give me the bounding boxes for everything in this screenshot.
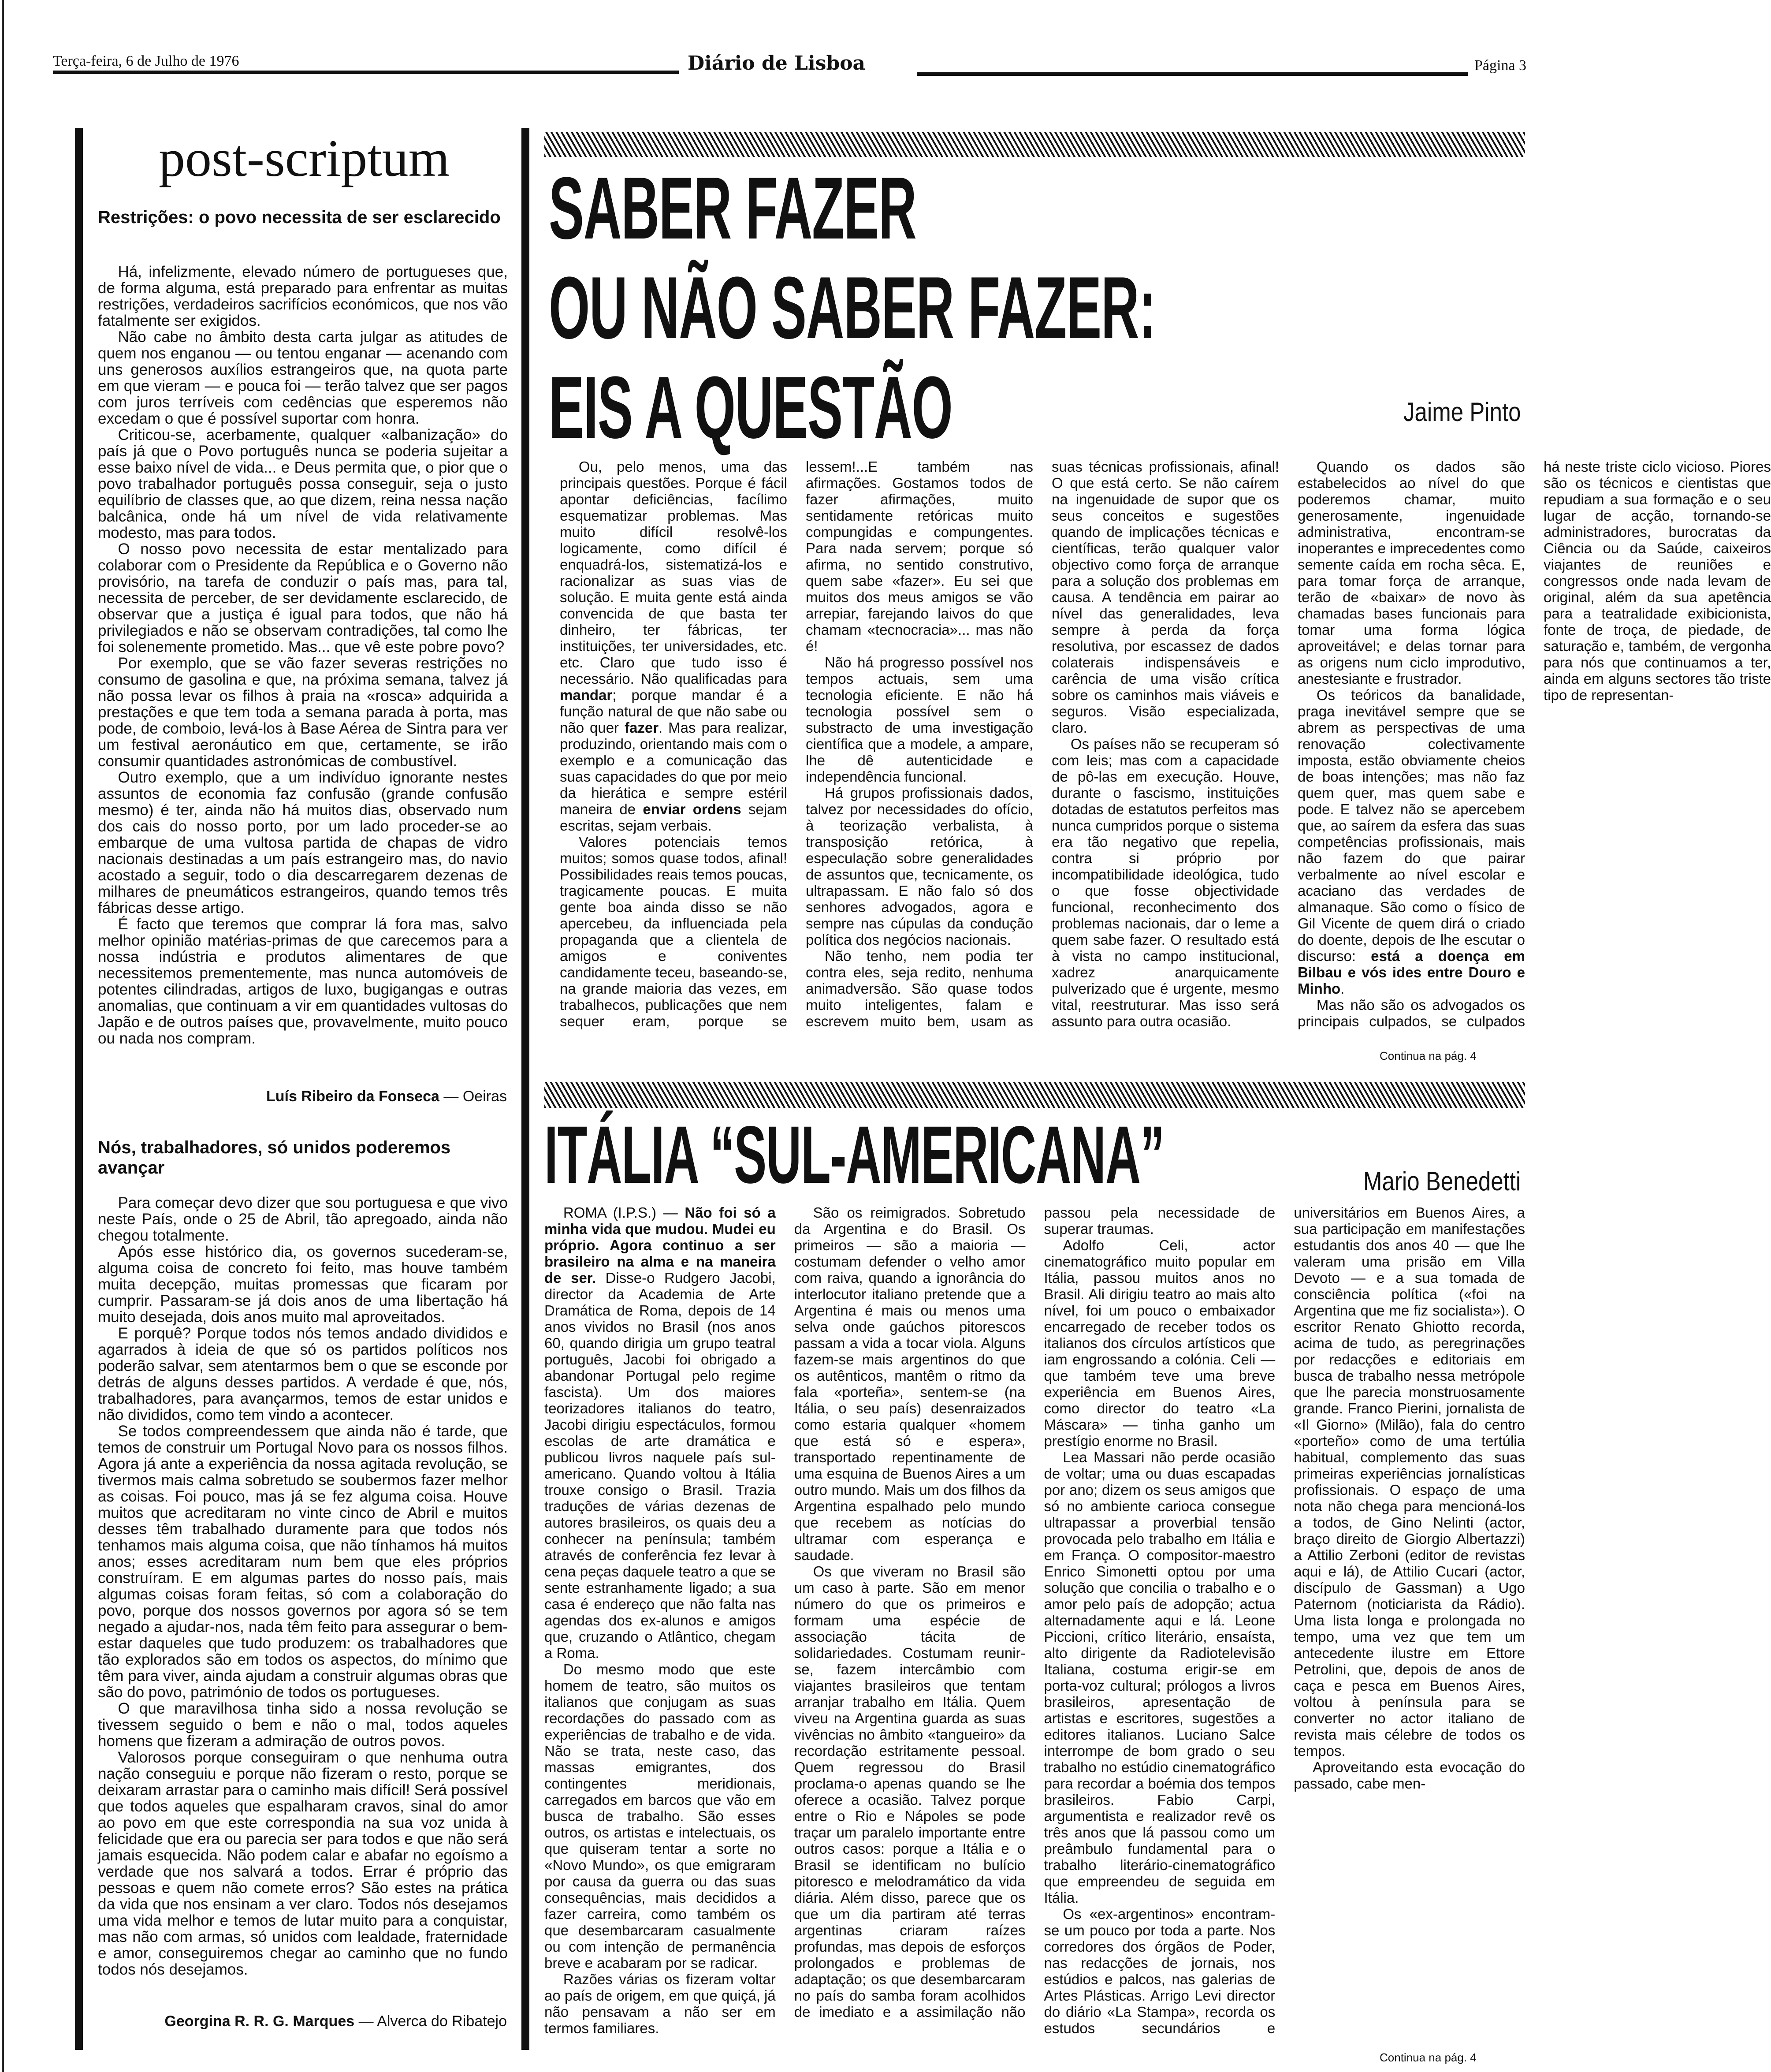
paragraph — [1298, 687, 1525, 997]
paragraph — [544, 1204, 776, 1661]
issue-date: Terça-feira, 6 de Julho de 1976 — [53, 53, 239, 69]
paragraph: Se todos compreendessem que ainda não é tarde, que temos de construir um Portugal Novo para os nossos filhos. Agora já ante a experiência da nossa agitada revolução, se tivermos mais calma sobretudo se soubermos fazer melhor as coisas. Foi pouco, mas já se fez alguma coisa. Houve muitos que acreditaram no vinte cinco de Abril e muitos desses têm trabalhado duramente para que todos nós tenhamos mais alguma coisa, que não tínhamos há muitos anos; esses acreditaram num bem que eles próprios construíram. E em algumas partes do nosso país, mais algumas coisas foram feitas, só com a colaboração do povo, porque dos nossos governos por agora só se tem negado a ajudar-nos, nada têm feito para assegurar o bem-estar daqueles que tudo produzem: os trabalhadores que tão explorados são em todos os aspectos, do mínimo que têm para viver, ainda ajudam a construir algumas obras que são do povo, património de todos os portugueses. — [98, 1423, 508, 1701]
letter-heading: Nós, trabalhadores, só unidos poderemos avançar — [98, 1138, 451, 1178]
bold-text: mandar — [560, 687, 613, 703]
paragraph: Os países não se recuperam só com leis; mas com a capacidade de pô-las em execução. Houve, durante o fascismo, instituições dotadas de estatutos perfeitos mas nunca cumpridos porque o sistema era tão negativo que repelia, contra si próprio por incompatibilidade ideológica, tudo o que fosse objectividade funcional, reconhecimento dos problemas nacionais, dar o leme a quem sabe fazer. O resultado está à vista no campo institucional, xadrez anarquicamente pulverizado que é urgente, mesmo vital, reestruturar. Mas isso será assunto para outra ocasião. — [1052, 736, 1279, 1029]
text-segment: . Mas para realizar, produzindo, orientando mais com o exemplo e a comunicação das suas capacidades do que por meio da hierática e sempre estéril maneira de — [560, 719, 787, 817]
header-rule-right — [917, 72, 1468, 76]
paragraph: O que maravilhosa tinha sido a nossa revolução se tivessem seguido o bem e não o mal, todos aqueles homens que fizeram a admiração de outros povos. — [98, 1700, 508, 1750]
paragraph — [560, 458, 787, 834]
paragraph: É facto que teremos que comprar lá fora mas, salvo melhor opinião matérias-primas de que carecemos para a nossa indústria e produtos alimentares de que necessitemos prementemente, mas nunca automóveis de potentes cilindradas, artigos de luxo, bugigangas e outras anomalias, que continuam a vir em quantidades vultosas do Japão e de outros países que, provavelmente, muito pouco ou nada nos compram. — [98, 916, 508, 1047]
bold-text: enviar ordens — [643, 801, 741, 817]
letter-place: — Alverca do Ribatejo — [358, 2013, 507, 2030]
paragraph: Há, infelizmente, elevado número de portugueses que, de forma alguma, está preparado para enfrentar as muitas restrições, verdadeiros sacrifícios económicos, que nos vão fatalmente ser exigidos. — [98, 263, 508, 329]
continued-link[interactable]: Continua na pág. 4 — [1380, 1049, 1477, 1062]
paragraph: Aproveitando esta evocação do passado, cabe men- — [1294, 1759, 1525, 1792]
paragraph: Quando os dados são estabelecidos ao nível do que poderemos chamar, muito generosamente, ingenuidade administrativa, encontram-se inoperantes e imprecedentes como semente caída em rocha sêca. E, para tomar força de arranque, terão de «baixar» de novo às chamadas bases funcionais para tomar uma forma lógica aproveitável; e delas tornar para as origens num ciclo improdutivo, anestesiante e frustrador. — [1298, 458, 1525, 687]
paragraph: Razões várias os fizeram voltar ao país de origem, em que quiçá, já não pensavam a não ser em termos familiares. — [544, 1971, 776, 2036]
paragraph: O nosso povo necessita de estar mentalizado para colaborar com o Presidente da República e o Governo não provisório, na tarefa de conduzir o país mas, para tal, necessita de perceber, de ser devidamente esclarecido, de observar que a justiça é igual para todos, que não há privilegiados e não se observam contradições, tal como lhe foi solenemente prometido. Mas... que vê este pobre povo? — [98, 540, 508, 656]
paragraph: Do mesmo modo que este homem de teatro, são muitos os italianos que conjugam as suas recordações do passado com as experiências de trabalho e de vida. Não se trata, neste caso, das massas emigrantes, dos contingentes meridionais, carregados em barcos que vão em busca de trabalho. São esses outros, os artistas e intelectuais, os que quiseram tentar a sorte no «Novo Mundo», os que emigraram por causa da guerra ou das suas consequências, mais decididos a fazer carreira, como também os que desembarcaram casualmente ou com intenção de permanência breve e acabaram por se radicar. — [544, 1661, 776, 1971]
paragraph: Há grupos profissionais dados, talvez por necessidades do ofício, à teorização verbalista, à transposição retórica, à especulação sobre generalidades de assuntos que, tecnicamente, os ultrapassam. E não falo só dos senhores advogados, agora e sempre nas cúpulas da condução política dos negócios nacionais. — [806, 785, 1033, 948]
continued-link[interactable]: Continua na pág. 4 — [1380, 2051, 1477, 2064]
masthead: Diário de Lisboa — [688, 52, 866, 75]
column-border-right — [521, 128, 529, 2050]
text-segment: . — [1340, 980, 1345, 997]
column-border-left — [75, 128, 83, 2050]
paragraph: Valorosos porque conseguiram o que nenhuma outra nação conseguiu e porque não fizeram o resto, porque se deixaram arrastar para o caminho mais difícil! Será possível que todos aqueles que espalharam cravos, sinal do amor ao povo em que este correspondia na sua voz unida à felicidade que era ou parecia ser para todos e que não será jamais esquecida. Não podem calar e abafar no egoísmo a verdade que nos salvará a todos. Errar é próprio das pessoas e quem não comete erros? São estes na prática da vida que nos ensinam a ver claro. Todos nós desejamos uma vida melhor e temos de lutar muito para a conquistar, mas não com armas, só unidos com lealdade, fraternidade e amor, conseguiremos chegar ao caminho que no fundo todos nós desejamos. — [98, 1749, 508, 1978]
letter-body — [98, 264, 508, 1081]
article-body — [560, 458, 1771, 1043]
paragraph: Outro exemplo, que a um indivíduo ignorante nestes assuntos de economia faz confusão (grande confusão mesmo) é ter, ainda não há muitos dias, observado num dos cais do nosso porto, por um lado proceder-se ao embarque de uma vultosa partida de chapas de vidro nacionais destinadas a um país estrangeiro mas, do navio acostado a seguir, todo o dia descarregarem dezenas de milhares de pneumáticos estrangeiros, quando temos três fábricas desse artigo. — [98, 769, 508, 917]
text-segment: ROMA (I.P.S.) — — [563, 1204, 685, 1221]
letter-body — [98, 1195, 508, 2001]
article-headline: ITÁLIA “SUL-AMERICANA” — [544, 1110, 1165, 1200]
paragraph: Os «ex-argentinos» encontram-se um pouco por toda a parte. Nos corredores dos órgãos de Poder, nas redacções de jornais, nos estúdios e palcos, nas galerias de Artes Plásticas. Arrigo Levi director do diário «La Stampa», recorda os estudos secundários e universitários em Buenos Aires, a sua participação em manifestações estudantis dos anos 40 — que lhe valeram uma prisão em Villa Devoto — e a sua tomada de consciência política («foi na Argentina que me fiz socialista»). O escritor Renato Ghiotto recorda, acima de tudo, as peregrinações por redacções e editoriais em busca de trabalho nessa metrópole que lhe parecia monstruosamente grande. Franco Pierini, jornalista de «Il Giorno» (Milão), fala do centro «porteño» como de uma tertúlia habitual, complemento das suas primeiras experiências jornalísticas profissionais. O espaço de uma nota não chega para mencioná-los a todos, de Gino Nelinti (actor, braço direito de Giorgio Albertazzi) a Attilio Zerboni (editor de revistas aqui e lá), de Attilio Cucari (actor, discípulo de Gassman) a Ugo Paternom (noticiarista da Rádio). Uma lista longa e prolongada no tempo, uma vez que tem um antecedente ilustre em Ettore Petrolini, que, depois de anos de caça e pesca em Buenos Aires, voltou à península para se converter no actor italiano de revista mais célebre de todos os tempos. — [1044, 1204, 1525, 2036]
letter-signature — [164, 2013, 507, 2030]
paragraph: Após esse histórico dia, os governos sucederam-se, alguma coisa de concreto foi feito, mas houve também muita decepção, muitas promessas que ficaram por cumprir. Passaram-se já dois anos de uma libertação há muito desejada, dois anos muito mal aproveitados. — [98, 1243, 508, 1326]
paragraph: Criticou-se, acerbamente, qualquer «albanização» do país já que o Povo português nunca se poderia sujeitar a esse baixo nível de vida... e Deus permita que, o pior que o povo trabalhador português possa conseguir, seja o justo equilíbrio de classes que, ao que dizem, reina nessa nação balcânica, onde há um nível de vida relativamente modesto, mas para todos. — [98, 426, 508, 541]
paragraph: Não cabe no âmbito desta carta julgar as atitudes de quem nos enganou — ou tentou enganar — acenando com uns generosos auxílios estrangeiros que, na quota parte em que vieram — e pouca foi — terão talvez que ser pagos com juros terríveis com cedências que esperemos não excedam o que é possível suportar com honra. — [98, 328, 508, 427]
article-body — [544, 1204, 1525, 2045]
paragraph: Valores potenciais temos muitos; somos quase todos, afinal! Possibilidades reais temos poucas, tragicamente poucas. E muita gente boa ainda disso se não apercebeu, da influenciada pela propaganda que a clientela de amigos e coniventes candidamente teceu, baseando-se, na grande maioria das vezes, em trabalhecos, publicações que nem sequer eram, porque se lessem!...E também nas afirmações. Gostamos todos de fazer afirmações, muito sentidamente retóricas muito compungidas e compungentes. Para nada servem; porque só afirma, no sentido construtivo, quem sabe «fazer». Eu sei que muitos dos meus amigos se vão arrepiar, farejando laivos do que chamam «tecnocracia»... mas não é! — [560, 458, 1033, 1029]
page-number: Página 3 — [1474, 57, 1527, 74]
letter-author: Georgina R. R. G. Marques — [164, 2013, 355, 2030]
text-segment: sejam escritas, sejam verbais. — [560, 801, 788, 834]
section-title: post-scriptum — [159, 129, 450, 187]
paragraph: Não tenho, nem podia ter contra eles, seja redito, nenhuma animadversão. São quase todos muito inteligentes, falam e escrevem muito bem, usam as suas técnicas profissionais, afinal! O que está certo. Se não caírem na ingenuidade de supor que os seus conceitos e sugestões quando de implicações técnicas e científicas, terão qualquer valor objectivo como força de arranque para a solução dos problemas em causa. A tendência em pairar ao nível das generalidades, leva sempre à perda da força resolutiva, por escassez de dados colaterais indispensáveis e carência de uma visão crítica sobre os caminhos mais viáveis e seguros. Visão especializada, claro. — [806, 458, 1279, 1029]
letter-place: — Oeiras — [443, 1088, 507, 1105]
letter-signature — [266, 1088, 507, 1105]
paragraph: São os reimigrados. Sobretudo da Argentina e do Brasil. Os primeiros — são a maioria — costumam defender o velho amor com raiva, quando a ignorância do interlocutor italiano pretende que a Argentina é mais ou menos uma selva onde gaúchos pitorescos passam a vida a tocar viola. Alguns fazem-se mais argentinos do que os autênticos, mantêm o ritmo da fala «porteña», sentem-se (na Itália, o seu país) desenraizados como estaria qualquer «homem que está só e espera», transportado repentinamente de uma esquina de Buenos Aires a um outro mundo. Mais um dos filhos da Argentina espalhado pelo mundo que recebem as notícias do ultramar com esperança e saudade. — [794, 1204, 1026, 1563]
text-segment: Ou, pelo menos, uma das principais questões. Porque é fácil apontar deficiências, facílimo esquematizar problemas. Mas muito difícil resolvê-los logicamente, como difícil é enquadrá-los, sistematizá-los e racionalizar as suas vias de solução. E muita gente está ainda convencida de que basta ter dinheiro, ter fábricas, ter instituições, ter universidades, etc. etc. Claro que tudo isso é necessário. Não qualificadas para — [560, 458, 787, 687]
hatched-band — [544, 1082, 1525, 1108]
letter-heading: Restrições: o povo necessita de ser esclarecido — [98, 208, 501, 227]
letter-author: Luís Ribeiro da Fonseca — [266, 1088, 439, 1105]
text-segment: ; porque mandar é a função natural de que não sabe ou não quer — [560, 687, 787, 736]
headline-line: SABER FAZER — [549, 159, 916, 257]
headline-line: OU NÃO SABER FAZER: — [549, 259, 1156, 357]
article-headline — [549, 159, 1156, 458]
article-author: Jaime Pinto — [1403, 397, 1521, 427]
header-rule-left — [53, 71, 679, 74]
headline-line: EIS A QUESTÃO — [549, 358, 952, 457]
bold-text: Não foi só a minha vida que mudou. Mudei eu próprio. Agora continuo a ser brasileiro na alma e na maneira de ser. — [544, 1204, 776, 1286]
bold-text: está a doença em Bilbau e vós ides entre Douro e Minho — [1298, 948, 1525, 997]
paragraph: Por exemplo, que se vão fazer severas restrições no consumo de gasolina e que, na próxima semana, talvez já não possa levar os filhos à praia na «rosca» adquirida a prestações e que tem toda a semana parada à porta, mas pode, de comboio, levá-los à Base Aérea de Sintra para ver um festival aeronáutico em que, certamente, se irão consumir quantidades astronómicas de combustível. — [98, 655, 508, 770]
paragraph: Mas não são os advogados os principais culpados, se culpados há neste triste ciclo vicioso. Piores são os técnicos e cientistas que repudiam a sua formação e o seu lugar de acção, tornando-se administradores, burocratas da Ciência ou da Saúde, caixeiros viajantes de reuniões e congressos onde nada levam de original, além da sua apetência para a teatralidade exibicionista, fonte de troça, de piedade, de saturação e, também, de vergonha para nós que continuamos a ter, ainda em alguns sectores tão triste tipo de representan- — [1298, 458, 1771, 1029]
hatched-band — [544, 132, 1525, 157]
paragraph: Não há progresso possível nos tempos actuais, sem uma tecnologia eficiente. E não há tecnologia possível sem o substracto de uma investigação científica que a modele, a ampare, lhe dê autenticidade e independência funcional. — [806, 654, 1033, 785]
text-segment: Os teóricos da banalidade, praga inevitável sempre que se abrem as perspectivas de uma renovação colectivamente imposta, estão obviamente cheios de boas intenções; mas não faz quem quer, mas quem sabe e pode. E talvez não se apercebem que, ao saírem da esfera das suas competências profissionais, mais não fazem do que pairar verbalmente ao nível escolar e acaciano das verdades de almanaque. São como o físico de Gil Vicente de quem dirá o criado do doente, depois de lhe escutar o discurso: — [1298, 687, 1525, 964]
text-segment: Disse-o Rudgero Jacobi, director da Academia de Arte Dramática de Roma, depois de 14 anos vividos no Brasil (nos anos 60, quando dirigia um grupo teatral português, Jacobi foi obrigado a abandonar Portugal pelo regime fascista). Um dos maiores teorizadores italianos do teatro, Jacobi dirigiu espectáculos, formou escolas de arte dramática e publicou livros naquele país sul-americano. Quando voltou à Itália trouxe consigo o Brasil. Trazia traduções de várias dezenas de autores brasileiros, os quais deu a conhecer na península; também através de conferência fez levar à cena peças daquele teatro a que se sente estranhamente ligado; a sua casa é endereço que não falta nas agendas dos ex-alunos e amigos que, cruzando o Atlântico, chegam a Roma. — [544, 1270, 776, 1661]
scan-edge — [2, 0, 4, 2072]
paragraph: E porquê? Porque todos nós temos andado divididos e agarrados à ideia de que só os partidos políticos nos poderão salvar, sem atentarmos bem o que se esconde por detrás de alguns desses partidos. A verdade é que, nós, trabalhadores, para avançarmos, temos de estar unidos e não divididos, como tem vindo a acontecer. — [98, 1325, 508, 1424]
paragraph: Adolfo Celi, actor cinematográfico muito popular em Itália, passou muitos anos no Brasil. Ali dirigiu teatro ao mais alto nível, foi um pouco o embaixador encarregado de receber todos os italianos dos círculos artísticos que iam engrossando a colónia. Celi — que também teve uma breve experiência em Buenos Aires, como director do teatro «La Máscara» — tinha ganho um prestígio enorme no Brasil. — [1044, 1237, 1276, 1449]
article-author: Mario Benedetti — [1363, 1166, 1521, 1196]
paragraph: Lea Massari não perde ocasião de voltar; uma ou duas escapadas por ano; dizem os seus amigos que só no ambiente carioca consegue ultrapassar a proverbial tensão provocada pelo trabalho em Itália e em França. O compositor-maestro Enrico Simonetti optou por uma solução que concilia o trabalho e o amor pelo país de adopção; actua alternadamente aqui e lá. Leone Piccioni, crítico literário, ensaísta, alto dirigente da Radiotelevisão Italiana, costuma erigir-se em porta-voz cultural; prólogos a livros brasileiros, apresentação de artistas e escritores, sugestões a editores italianos. Luciano Salce interrompe de bom grado o seu trabalho no estúdio cinematográfico para recordar a boémia dos tempos brasileiros. Fabio Carpi, argumentista e realizador revê os três anos que lá passou como um preâmbulo fundamental para o trabalho literário-cinematográfico que empreendeu de seguida em Itália. — [1044, 1449, 1276, 1906]
paragraph: Os que viveram no Brasil são um caso à parte. São em menor número do que os primeiros e formam uma espécie de associação tácita de solidariedades. Costumam reunir-se, fazem intercâmbio com viajantes brasileiros que tentam arranjar trabalho em Itália. Quem viveu na Argentina guarda as suas vivências no âmbito «tangueiro» da recordação estritamente pessoal. Quem regressou do Brasil proclama-o apenas quando se lhe oferece a ocasião. Talvez porque entre o Rio e Nápoles se pode traçar um paralelo importante entre outros casos: porque a Itália e o Brasil se identificam no bulício pitoresco e melodramático da vida diária. Além disso, parece que os que um dia partiram até terras argentinas criaram raízes profundas, mas depois de esforços prolongados e problemas de adaptação; os que desembarcaram no país do samba foram acolhidos de imediato e a assimilação não passou pela necessidade de superar traumas. — [794, 1204, 1276, 2020]
paragraph: Para começar devo dizer que sou portuguesa e que vivo neste País, onde o 25 de Abril, tão apregoado, ainda não chegou totalmente. — [98, 1194, 508, 1244]
bold-text: fazer — [625, 719, 659, 736]
